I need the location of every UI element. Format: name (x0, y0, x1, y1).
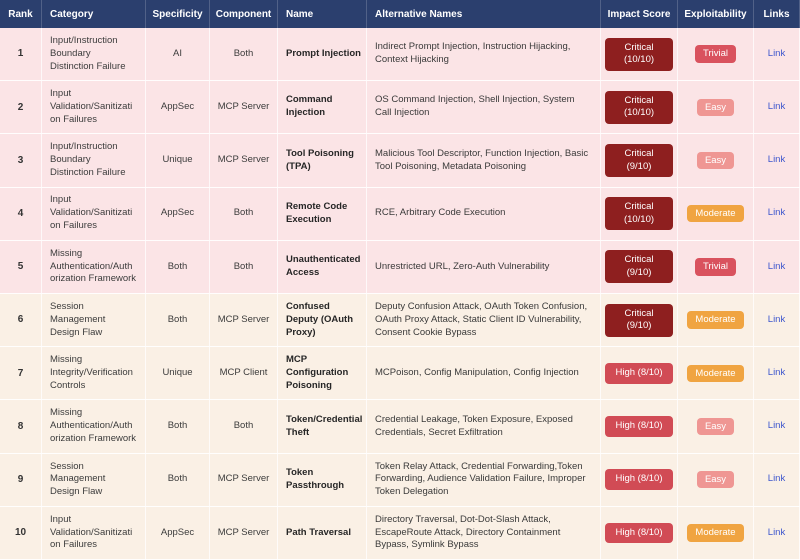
impact-line2: (9/10) (626, 266, 652, 278)
exploitability-badge: Trivial (695, 258, 736, 275)
links-cell (754, 188, 800, 240)
name-cell: Confused Deputy (OAuth Proxy) (278, 294, 367, 346)
column-header-rank: Rank (0, 0, 42, 28)
name-cell: MCP Configuration Poisoning (278, 347, 367, 399)
link[interactable]: Link (767, 100, 786, 112)
rank-cell: 7 (0, 347, 42, 399)
rank-cell: 1 (0, 28, 42, 80)
impact-line1: Critical (624, 254, 654, 266)
rank-cell: 4 (0, 188, 42, 240)
component-cell: MCP Server (210, 454, 278, 506)
impact-score-badge (605, 523, 673, 544)
rank-cell: 9 (0, 454, 42, 506)
table-row (0, 81, 800, 134)
exploitability-cell (678, 507, 754, 559)
exploitability-cell (678, 294, 754, 346)
table-row (0, 400, 800, 453)
category-cell: Missing Authentication/Authorization Framework (42, 241, 146, 293)
link[interactable]: Link (767, 154, 786, 166)
exploitability-cell (678, 347, 754, 399)
specificity-cell: Both (146, 454, 210, 506)
specificity-cell: Both (146, 241, 210, 293)
exploitability-cell (678, 454, 754, 506)
table-row (0, 507, 800, 560)
exploitability-cell (678, 241, 754, 293)
impact-score-cell (601, 134, 678, 186)
name-cell: Token Passthrough (278, 454, 367, 506)
impact-score-badge (605, 416, 673, 437)
impact-line1: Critical (624, 307, 654, 319)
component-cell: Both (210, 188, 278, 240)
links-cell (754, 507, 800, 559)
category-cell: Input/Instruction Boundary Distinction Failure (42, 28, 146, 80)
column-header-component: Component (210, 0, 278, 28)
rank-cell: 10 (0, 507, 42, 559)
links-cell (754, 294, 800, 346)
table-row (0, 454, 800, 507)
rank-cell: 8 (0, 400, 42, 452)
impact-score-badge (605, 250, 673, 283)
impact-line2: (10/10) (623, 213, 655, 225)
specificity-cell: Both (146, 294, 210, 346)
link[interactable]: Link (767, 313, 786, 325)
impact-line1: Critical (624, 201, 654, 213)
name-cell: Tool Poisoning (TPA) (278, 134, 367, 186)
name-cell: Command Injection (278, 81, 367, 133)
category-cell: Missing Integrity/Verification Controls (42, 347, 146, 399)
exploitability-badge: Easy (697, 471, 734, 488)
alternative-names-cell: Credential Leakage, Token Exposure, Exposed Credentials, Secret Exfiltration (367, 400, 601, 452)
specificity-cell: AppSec (146, 188, 210, 240)
exploitability-badge: Moderate (687, 365, 743, 382)
impact-line1: High (8/10) (615, 367, 663, 379)
specificity-cell: AppSec (146, 81, 210, 133)
impact-score-cell (601, 28, 678, 80)
impact-line1: Critical (624, 94, 654, 106)
exploitability-badge: Easy (697, 152, 734, 169)
specificity-cell: Both (146, 400, 210, 452)
link[interactable]: Link (767, 366, 786, 378)
category-cell: Missing Authentication/Authorization Framework (42, 400, 146, 452)
table-row (0, 241, 800, 294)
exploitability-badge: Easy (697, 418, 734, 435)
link[interactable]: Link (767, 207, 786, 219)
impact-line2: (10/10) (623, 107, 655, 119)
impact-score-badge (605, 469, 673, 490)
links-cell (754, 454, 800, 506)
impact-line2: (10/10) (623, 54, 655, 66)
table-row (0, 188, 800, 241)
impact-line1: Critical (624, 41, 654, 53)
impact-score-cell (601, 400, 678, 452)
name-cell: Unauthenticated Access (278, 241, 367, 293)
component-cell: MCP Client (210, 347, 278, 399)
links-cell (754, 400, 800, 452)
alternative-names-cell: OS Command Injection, Shell Injection, System Call Injection (367, 81, 601, 133)
rank-cell: 5 (0, 241, 42, 293)
rank-cell: 2 (0, 81, 42, 133)
link[interactable]: Link (767, 420, 786, 432)
component-cell: Both (210, 28, 278, 80)
component-cell: Both (210, 241, 278, 293)
impact-score-cell (601, 347, 678, 399)
category-cell: Input Validation/Sanitization Failures (42, 507, 146, 559)
impact-score-cell (601, 81, 678, 133)
alternative-names-cell: Indirect Prompt Injection, Instruction Hijacking, Context Hijacking (367, 28, 601, 80)
rank-cell: 3 (0, 134, 42, 186)
column-header-alternative-names: Alternative Names (367, 0, 601, 28)
impact-score-badge (605, 363, 673, 384)
exploitability-badge: Easy (697, 99, 734, 116)
exploitability-badge: Moderate (687, 524, 743, 541)
component-cell: MCP Server (210, 81, 278, 133)
impact-score-badge (605, 304, 673, 337)
table-header (0, 0, 800, 28)
name-cell: Remote Code Execution (278, 188, 367, 240)
component-cell: MCP Server (210, 134, 278, 186)
impact-score-badge (605, 38, 673, 71)
exploitability-badge: Moderate (687, 311, 743, 328)
exploitability-cell (678, 81, 754, 133)
impact-line1: Critical (624, 147, 654, 159)
name-cell: Path Traversal (278, 507, 367, 559)
impact-score-cell (601, 454, 678, 506)
link[interactable]: Link (767, 473, 786, 485)
link[interactable]: Link (767, 260, 786, 272)
links-cell (754, 81, 800, 133)
alternative-names-cell: MCPoison, Config Manipulation, Config Injection (367, 347, 601, 399)
table-row (0, 294, 800, 347)
alternative-names-cell: Malicious Tool Descriptor, Function Injection, Basic Tool Poisoning, Metadata Poisoning (367, 134, 601, 186)
impact-score-cell (601, 188, 678, 240)
impact-score-badge (605, 91, 673, 124)
category-cell: Input Validation/Sanitization Failures (42, 81, 146, 133)
column-header-impact-score: Impact Score (601, 0, 678, 28)
links-cell (754, 347, 800, 399)
impact-line1: High (8/10) (615, 420, 663, 432)
exploitability-cell (678, 28, 754, 80)
alternative-names-cell: Token Relay Attack, Credential Forwarding,Token Forwarding, Audience Validation Failure, Improper Token Delegation (367, 454, 601, 506)
component-cell: MCP Server (210, 507, 278, 559)
category-cell: Input Validation/Sanitization Failures (42, 188, 146, 240)
column-header-exploitability: Exploitability (678, 0, 754, 28)
column-header-specificity: Specificity (146, 0, 210, 28)
specificity-cell: Unique (146, 134, 210, 186)
impact-line1: High (8/10) (615, 526, 663, 538)
impact-score-cell (601, 507, 678, 559)
link[interactable]: Link (767, 47, 786, 59)
column-header-links: Links (754, 0, 800, 28)
impact-score-cell (601, 294, 678, 346)
impact-score-cell (601, 241, 678, 293)
links-cell (754, 134, 800, 186)
table-row (0, 134, 800, 187)
category-cell: Input/Instruction Boundary Distinction Failure (42, 134, 146, 186)
column-header-category: Category (42, 0, 146, 28)
specificity-cell: Unique (146, 347, 210, 399)
link[interactable]: Link (767, 526, 786, 538)
specificity-cell: AI (146, 28, 210, 80)
exploitability-badge: Trivial (695, 45, 736, 62)
alternative-names-cell: RCE, Arbitrary Code Execution (367, 188, 601, 240)
links-cell (754, 241, 800, 293)
category-cell: Session Management Design Flaw (42, 294, 146, 346)
component-cell: MCP Server (210, 294, 278, 346)
table-row (0, 28, 800, 81)
impact-line2: (9/10) (626, 160, 652, 172)
impact-line2: (9/10) (626, 320, 652, 332)
exploitability-cell (678, 134, 754, 186)
exploitability-badge: Moderate (687, 205, 743, 222)
alternative-names-cell: Unrestricted URL, Zero-Auth Vulnerability (367, 241, 601, 293)
rank-cell: 6 (0, 294, 42, 346)
specificity-cell: AppSec (146, 507, 210, 559)
component-cell: Both (210, 400, 278, 452)
alternative-names-cell: Directory Traversal, Dot-Dot-Slash Attack, EscapeRoute Attack, Directory Containment Bypass, Symlink Bypass (367, 507, 601, 559)
links-cell (754, 28, 800, 80)
table-row (0, 347, 800, 400)
name-cell: Prompt Injection (278, 28, 367, 80)
exploitability-cell (678, 188, 754, 240)
category-cell: Session Management Design Flaw (42, 454, 146, 506)
impact-score-badge (605, 197, 673, 230)
column-header-name: Name (278, 0, 367, 28)
impact-line1: High (8/10) (615, 473, 663, 485)
name-cell: Token/Credential Theft (278, 400, 367, 452)
exploitability-cell (678, 400, 754, 452)
alternative-names-cell: Deputy Confusion Attack, OAuth Token Confusion, OAuth Proxy Attack, Static Client ID Vulnerability, Consent Cookie Bypass (367, 294, 601, 346)
impact-score-badge (605, 144, 673, 177)
